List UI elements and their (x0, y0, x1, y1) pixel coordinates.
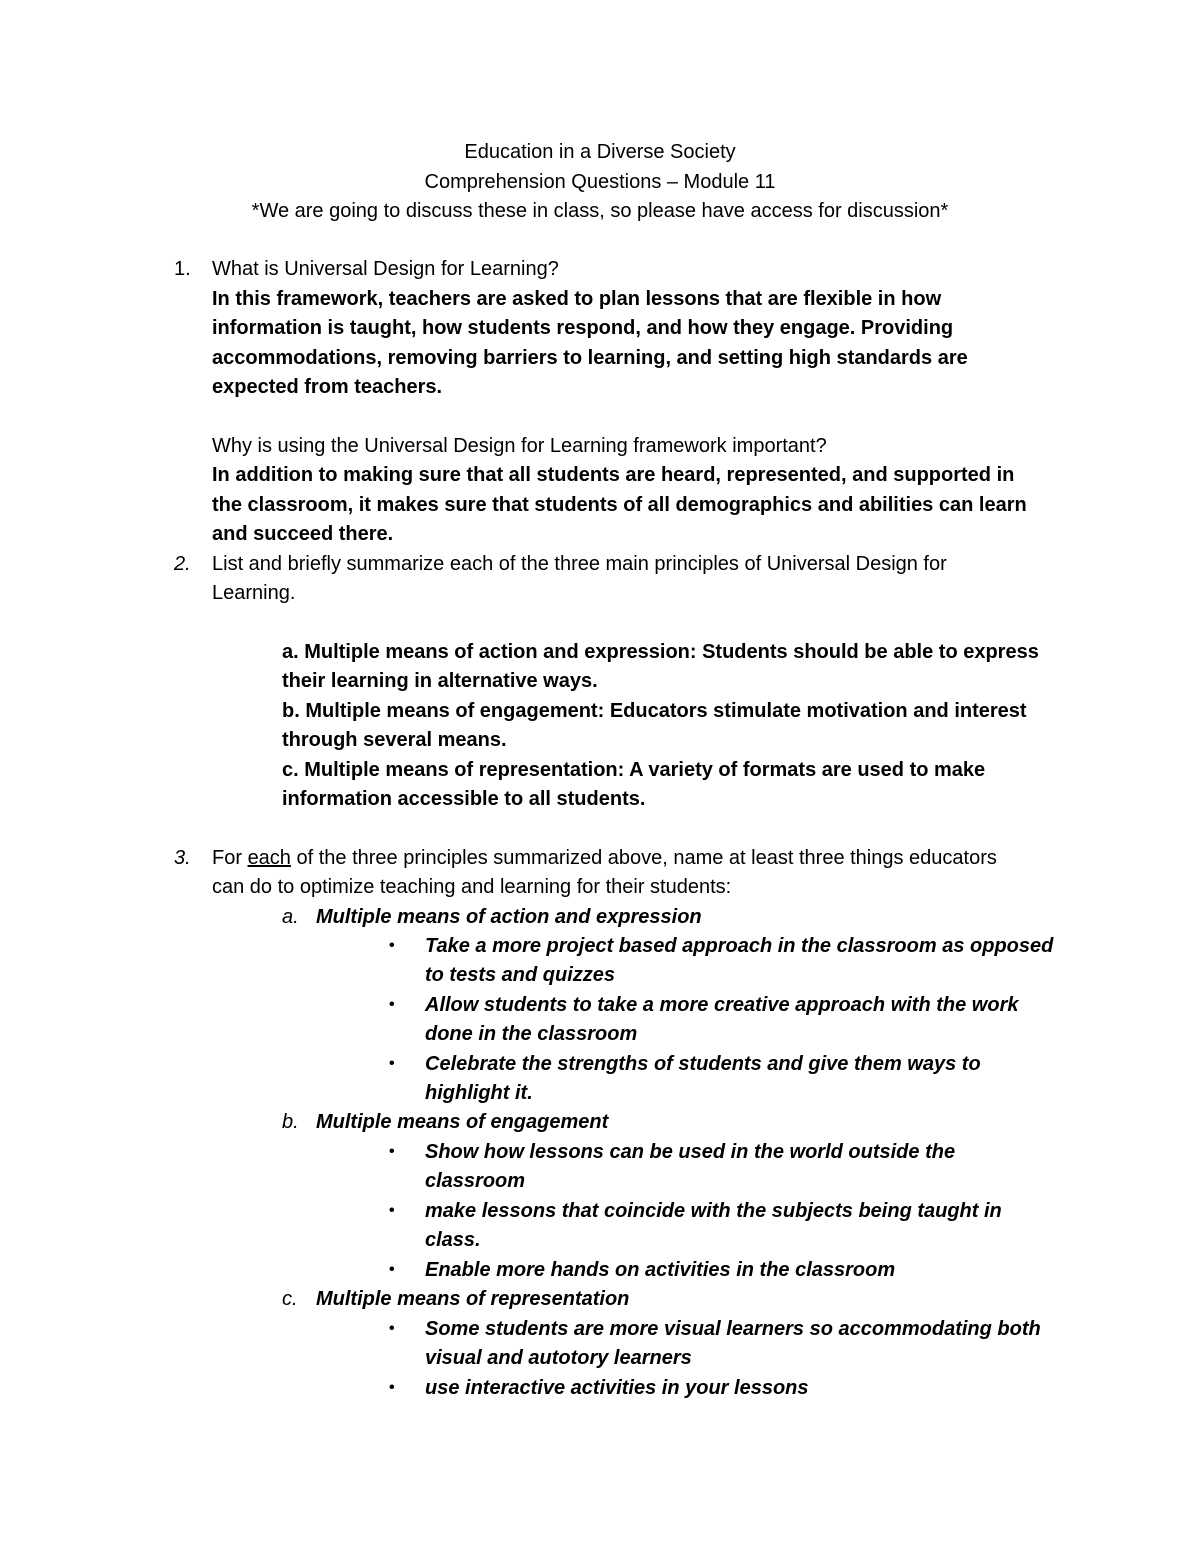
q3-bullet-line: class. (425, 1229, 481, 1251)
q3-question-post: of the three principles summarized above, name at least three things educators (290, 847, 997, 869)
q2-answer-line: information accessible to all students. (282, 788, 646, 810)
q3-question-line1 (212, 844, 1092, 874)
bullet-icon: • (389, 1379, 395, 1396)
q1-answer-line: In this framework, teachers are asked to plan lessons that are flexible in how (212, 288, 942, 310)
document-note: *We are going to discuss these in class, so please have access for discussion* (251, 200, 949, 222)
q3-section-label: a. (282, 906, 299, 928)
q2-question-line: List and briefly summarize each of the three main principles of Universal Design for (212, 553, 947, 575)
q2-answer-line: c. Multiple means of representation: A variety of formats are used to make (282, 759, 986, 781)
q2-answer-line: through several means. (282, 729, 507, 751)
q3-bullet-line: Some students are more visual learners so accommodating both (425, 1318, 1041, 1340)
q1-answer-line: expected from teachers. (212, 376, 443, 398)
q3-bullet-line: make lessons that coincide with the subjects being taught in (425, 1200, 1002, 1222)
q2-number: 2. (174, 553, 191, 575)
q3-question-emphasis: each (247, 847, 291, 869)
q3-question-line2: can do to optimize teaching and learning for their students: (212, 876, 732, 898)
q3-bullet-line: classroom (425, 1170, 526, 1192)
q1-question-2: Why is using the Universal Design for Learning framework important? (212, 435, 827, 457)
q2-answer-line: their learning in alternative ways. (282, 670, 598, 692)
bullet-icon: • (389, 937, 395, 954)
q3-section-title: Multiple means of action and expression (316, 906, 702, 928)
q2-answer-line: b. Multiple means of engagement: Educators stimulate motivation and interest (282, 700, 1027, 722)
q3-bullet-line: Take a more project based approach in the classroom as opposed (425, 935, 1054, 957)
q3-number: 3. (174, 847, 191, 869)
q1-number: 1. (174, 258, 191, 280)
q3-bullet-line: Show how lessons can be used in the world outside the (425, 1141, 956, 1163)
q1-answer-line: information is taught, how students respond, and how they engage. Providing (212, 317, 954, 339)
q1-answer-line: accommodations, removing barriers to learning, and setting high standards are (212, 347, 968, 369)
q2-question-line: Learning. (212, 582, 296, 604)
q2-answer-line: a. Multiple means of action and expression: Students should be able to express (282, 641, 1039, 663)
q3-section-label: c. (282, 1288, 298, 1310)
bullet-icon: • (389, 1143, 395, 1160)
bullet-icon: • (389, 1202, 395, 1219)
q3-bullet-line: Celebrate the strengths of students and give them ways to (425, 1053, 981, 1075)
document-header (0, 138, 1200, 227)
document-title: Education in a Diverse Society (464, 141, 736, 163)
q3-question-pre: For (212, 847, 248, 869)
bullet-icon: • (389, 1055, 395, 1072)
q3-section-label: b. (282, 1111, 299, 1133)
q3-bullet-line: done in the classroom (425, 1023, 638, 1045)
q3-bullet-line: highlight it. (425, 1082, 533, 1104)
q3-bullet-line: Enable more hands on activities in the classroom (425, 1259, 896, 1281)
q3-bullet-line: use interactive activities in your lessons (425, 1377, 809, 1399)
bullet-icon: • (389, 1320, 395, 1337)
q1-answer2-line: the classroom, it makes sure that students of all demographics and abilities can learn (212, 494, 1027, 516)
q1-answer2-line: and succeed there. (212, 523, 394, 545)
q1-question: What is Universal Design for Learning? (212, 258, 559, 280)
q3-bullet-line: Allow students to take a more creative approach with the work (425, 994, 1019, 1016)
q1-answer2-line: In addition to making sure that all students are heard, represented, and supported in (212, 464, 1015, 486)
bullet-icon: • (389, 996, 395, 1013)
q3-bullet-line: visual and autotory learners (425, 1347, 692, 1369)
q3-section-title: Multiple means of representation (316, 1288, 630, 1310)
bullet-icon: • (389, 1261, 395, 1278)
q3-section-title: Multiple means of engagement (316, 1111, 609, 1133)
q3-bullet-line: to tests and quizzes (425, 964, 616, 986)
document-subtitle: Comprehension Questions – Module 11 (424, 170, 776, 193)
